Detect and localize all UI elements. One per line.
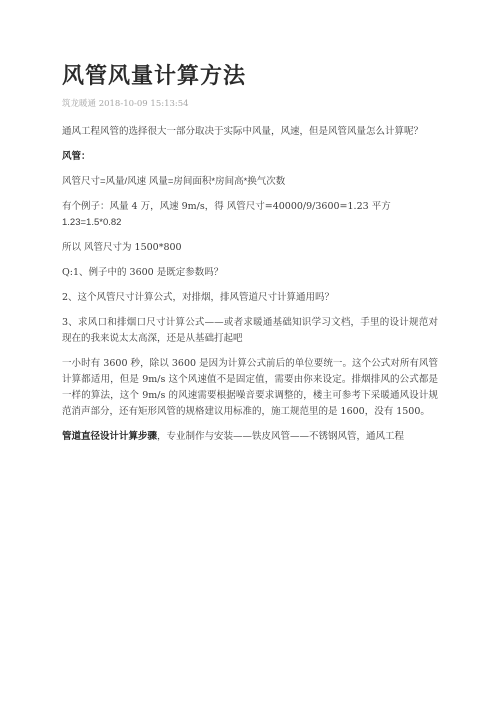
- question-3: 3、求风口和排烟口尺寸计算公式——或者求暖通基础知识学习文档，手里的设计规范对现在的我来说太太高深，还是从基础打起吧: [62, 317, 438, 344]
- article-title: 风管风量计算方法: [62, 64, 247, 89]
- article: [62, 60, 438, 445]
- article-meta: 筑龙暖通 2018-10-09 15:13:54: [62, 99, 189, 109]
- answer-paragraph: 一小时有 3600 秒，除以 3600 是因为计算公式前后的单位要统一。这个公式对所有风管计算都适用，但是 9m/s 这个风速值不是固定值，需要由你来设定。排烟排风的公式都是一样的算法，这个 9m/s 的风速需要根据噪音要求调整的，楼主可参考下采暖通风设计规范消声部分，还有矩形风管的规格建议用标准的，施工规范里的是 1600，没有 1500。: [62, 358, 438, 417]
- intro-paragraph: 通风工程风管的选择很大一部分取决于实际中风量，风速，但是风管风量怎么计算呢？: [62, 126, 424, 137]
- section-heading-text: 风管：: [62, 151, 91, 162]
- formula-line: 风管尺寸=风量/风速 风量=房间面积*房间高*换气次数: [62, 176, 286, 187]
- final-bold-link: 管道直径设计计算步骤: [62, 431, 158, 442]
- final-rest-text: ，专业制作与安装——铁皮风管——不锈钢风管，通风工程: [157, 431, 405, 442]
- conclusion-line: 所以 风管尺寸为 1500*800: [62, 242, 182, 253]
- question-2: 2、这个风管尺寸计算公式，对排烟，排风管道尺寸计算通用吗？: [62, 292, 335, 303]
- final-paragraph: [62, 429, 438, 445]
- example-line-2: 1.23=1.5*0.82: [62, 217, 122, 228]
- example-line-1: 有个例子：风量 4 万，风速 9m/s，得 风管尺寸=40000/9/3600=1.23 平方: [62, 201, 391, 212]
- section-heading: [62, 149, 438, 165]
- question-1: Q:1、例子中的 3600 是既定参数吗？: [62, 267, 224, 278]
